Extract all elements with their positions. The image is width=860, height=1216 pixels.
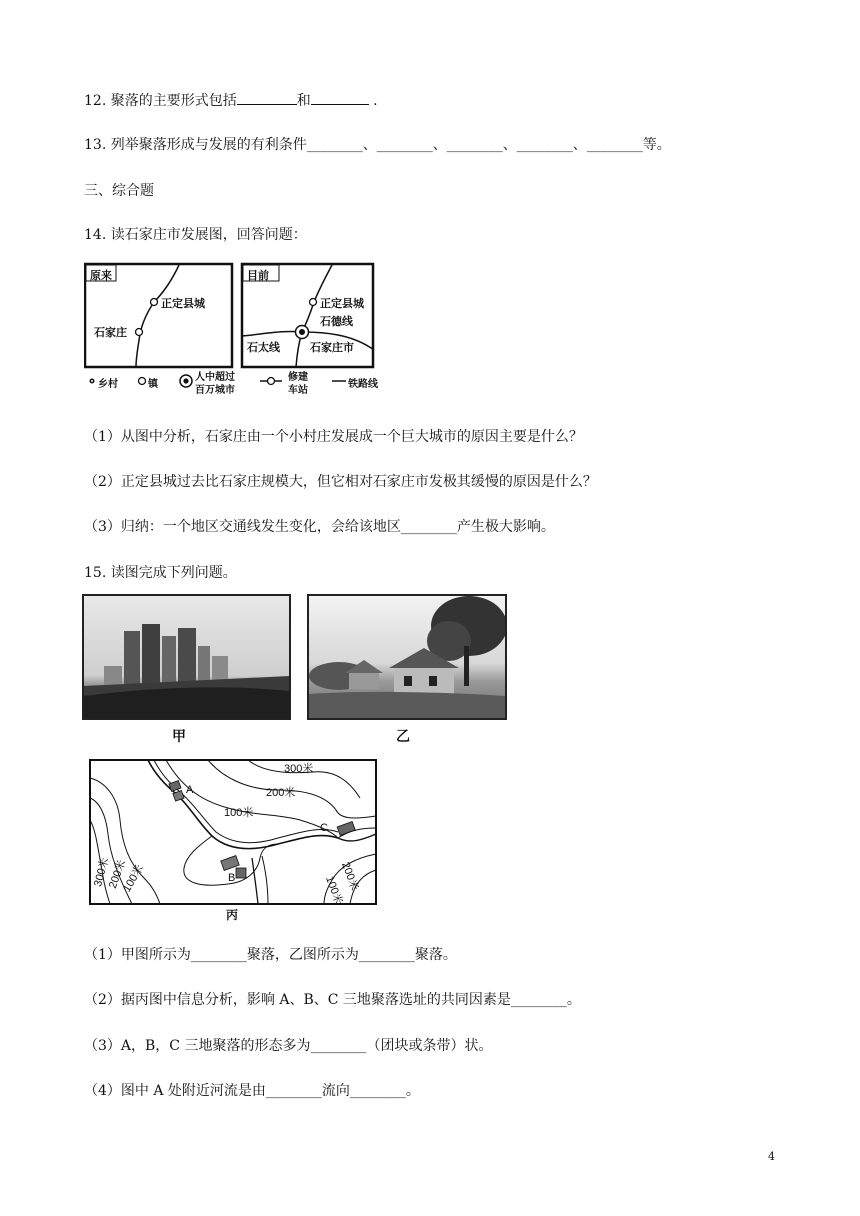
- now-panel-title: 目前: [247, 269, 269, 282]
- contour-100-right-label: 100米: [323, 874, 345, 907]
- question-14-part-2: （2）正定县城过去比石家庄规模大，但它相对石家庄市发极其缓慢的原因是什么？: [84, 474, 597, 490]
- city-skyline-drawing: [84, 596, 289, 718]
- settlement-b-label: B: [228, 872, 236, 884]
- legend-railway: 铁路线: [348, 379, 378, 390]
- shijiazhuang-city-label: 石家庄市: [310, 341, 354, 354]
- question-12: [84, 90, 378, 110]
- contour-200-right-label: 200米: [339, 860, 361, 893]
- contour-map-bing: [88, 758, 378, 908]
- page-number: 4: [768, 1150, 775, 1163]
- legend-town: 镇: [148, 379, 158, 390]
- legend-city-line1: 人中超过: [195, 372, 235, 383]
- contour-200-left-label: 200米: [106, 858, 129, 891]
- contour-100-label: 100米: [224, 807, 254, 819]
- question-15-part-1: （1）甲图所示为________聚落，乙图所示为________聚落。: [84, 947, 457, 963]
- shitai-line-label: 石太线: [247, 341, 280, 354]
- question-14-part-3: （3）归纳：一个地区交通线发生变化，会给该地区________产生极大影响。: [84, 519, 555, 535]
- question-14-stem: 14. 读石家庄市发展图，回答问题：: [84, 227, 307, 243]
- legend-city-line2: 百万城市: [195, 385, 235, 396]
- contour-300-label: 300米: [284, 763, 314, 775]
- map-bing-label: 丙: [226, 908, 239, 922]
- section-heading: 三、综合题: [84, 183, 154, 199]
- question-15-stem: 15. 读图完成下列问题。: [84, 565, 237, 581]
- settlement-a-label: A: [186, 784, 194, 796]
- city-skyline-photo: [82, 594, 291, 720]
- rural-village-drawing: [309, 596, 505, 718]
- q12-suffix: .: [368, 93, 378, 109]
- question-15-part-3: （3）A，B，C 三地聚落的形态多为________（团块或条带）状。: [84, 1038, 493, 1054]
- photo-yi-label: 乙: [396, 729, 410, 745]
- legend-station-line1: 修建: [288, 372, 308, 383]
- question-15-part-2: （2）据丙图中信息分析，影响 A、B、C 三地聚落选址的共同因素是________。: [84, 992, 581, 1008]
- contour-100-left-label: 100米: [121, 862, 147, 895]
- rural-village-photo: [307, 594, 507, 720]
- legend-village: 乡村: [98, 379, 118, 390]
- q12-prefix: 12. 聚落的主要形式包括: [84, 93, 237, 109]
- q12-mid: 和: [296, 93, 311, 109]
- shijiazhuang-label-before: 石家庄: [94, 326, 127, 339]
- q12-blank-2: [311, 90, 369, 105]
- shijiazhuang-development-map: [84, 262, 384, 398]
- shide-line-label: 石德线: [320, 315, 353, 328]
- photo-jia-label: 甲: [172, 729, 186, 745]
- question-14-part-1: （1）从图中分析，石家庄由一个小村庄发展成一个巨大城市的原因主要是什么？: [84, 429, 583, 445]
- contour-300-left-label: 300米: [92, 856, 112, 888]
- contour-200-label: 200米: [266, 787, 296, 799]
- settlement-c-label: C: [320, 822, 328, 834]
- before-panel-title: 原来: [90, 269, 112, 282]
- legend-station-line2: 车站: [288, 385, 308, 396]
- zhengding-label-before: 正定县城: [161, 297, 205, 310]
- question-15-part-4: （4）图中 A 处附近河流是由________流向________。: [84, 1083, 420, 1099]
- zhengding-label-now: 正定县城: [320, 297, 364, 310]
- q12-blank-1: [237, 90, 297, 105]
- question-13: 13. 列举聚落形成与发展的有利条件________、________、________、________、________等。: [84, 137, 671, 153]
